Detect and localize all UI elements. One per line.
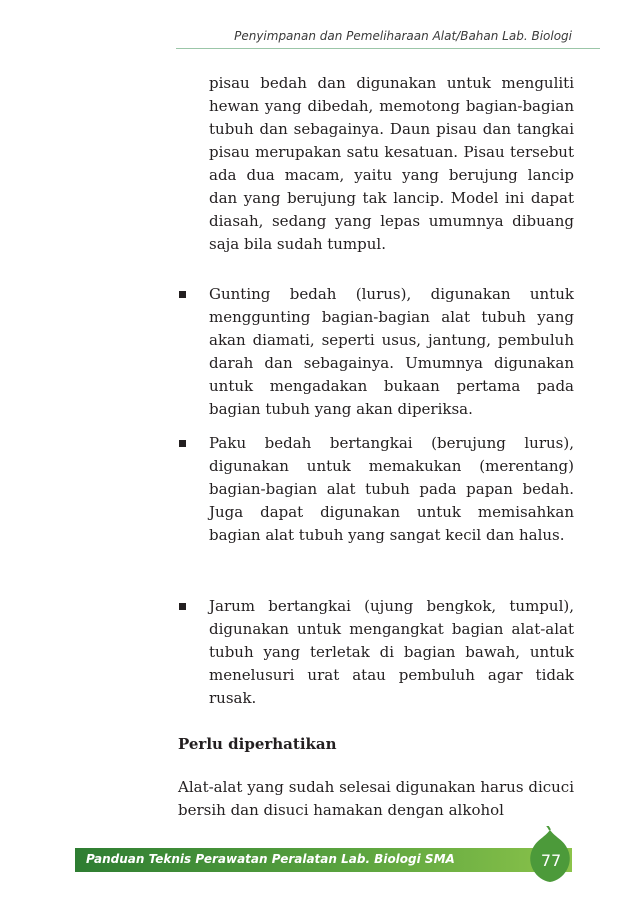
page-number: 77 [540, 851, 562, 870]
square-bullet-icon [179, 291, 186, 298]
header-divider [176, 48, 600, 49]
footer-book-title: Panduan Teknis Perawatan Peralatan Lab. Biologi SMA [86, 852, 455, 866]
running-header-title: Penyimpanan dan Pemeliharaan Alat/Bahan Lab. Biologi [234, 29, 572, 43]
bullet-text: Jarum bertangkai (ujung bengkok, tumpul), digunakan untuk mengangkat bagian alat-alat tubuh yang terletak di bagian bawah, untuk menelusuri urat atau pembuluh agar tidak rusak. [209, 597, 574, 707]
bullet-text: Gunting bedah (lurus), digunakan untuk menggunting bagian-bagian alat tubuh yang akan diamati, seperti usus, jantung, pembuluh darah dan sebagainya. Umumnya digunakan untuk mengadakan bukaan pertama pada bagian tubuh yang akan diperiksa. [209, 285, 574, 418]
section-subheading: Perlu diperhatikan [178, 735, 337, 753]
bullet-text: Paku bedah bertangkai (berujung lurus), digunakan untuk memakukan (merentang) bagian-bagian alat tubuh pada papan bedah. Juga dapat digunakan untuk memisahkan bagian alat tubuh yang sangat kecil dan halus. [209, 434, 574, 544]
square-bullet-icon [179, 440, 186, 447]
bullet-item [178, 595, 574, 710]
square-bullet-icon [179, 603, 186, 610]
bullet-item [178, 283, 574, 421]
closing-paragraph: Alat-alat yang sudah selesai digunakan harus dicuci bersih dan disuci hamakan dengan alkohol [178, 778, 574, 819]
continued-paragraph: pisau bedah dan digunakan untuk menguliti hewan yang dibedah, memotong bagian-bagian tubuh dan sebagainya. Daun pisau dan tangkai pisau merupakan satu kesatuan. Pisau tersebut ada dua macam, yaitu yang berujung lancip dan yang berujung tak lancip. Model ini dapat diasah, sedang yang lepas umumnya dibuang saja bila sudah tumpul. [209, 74, 574, 253]
bullet-item [178, 432, 574, 547]
